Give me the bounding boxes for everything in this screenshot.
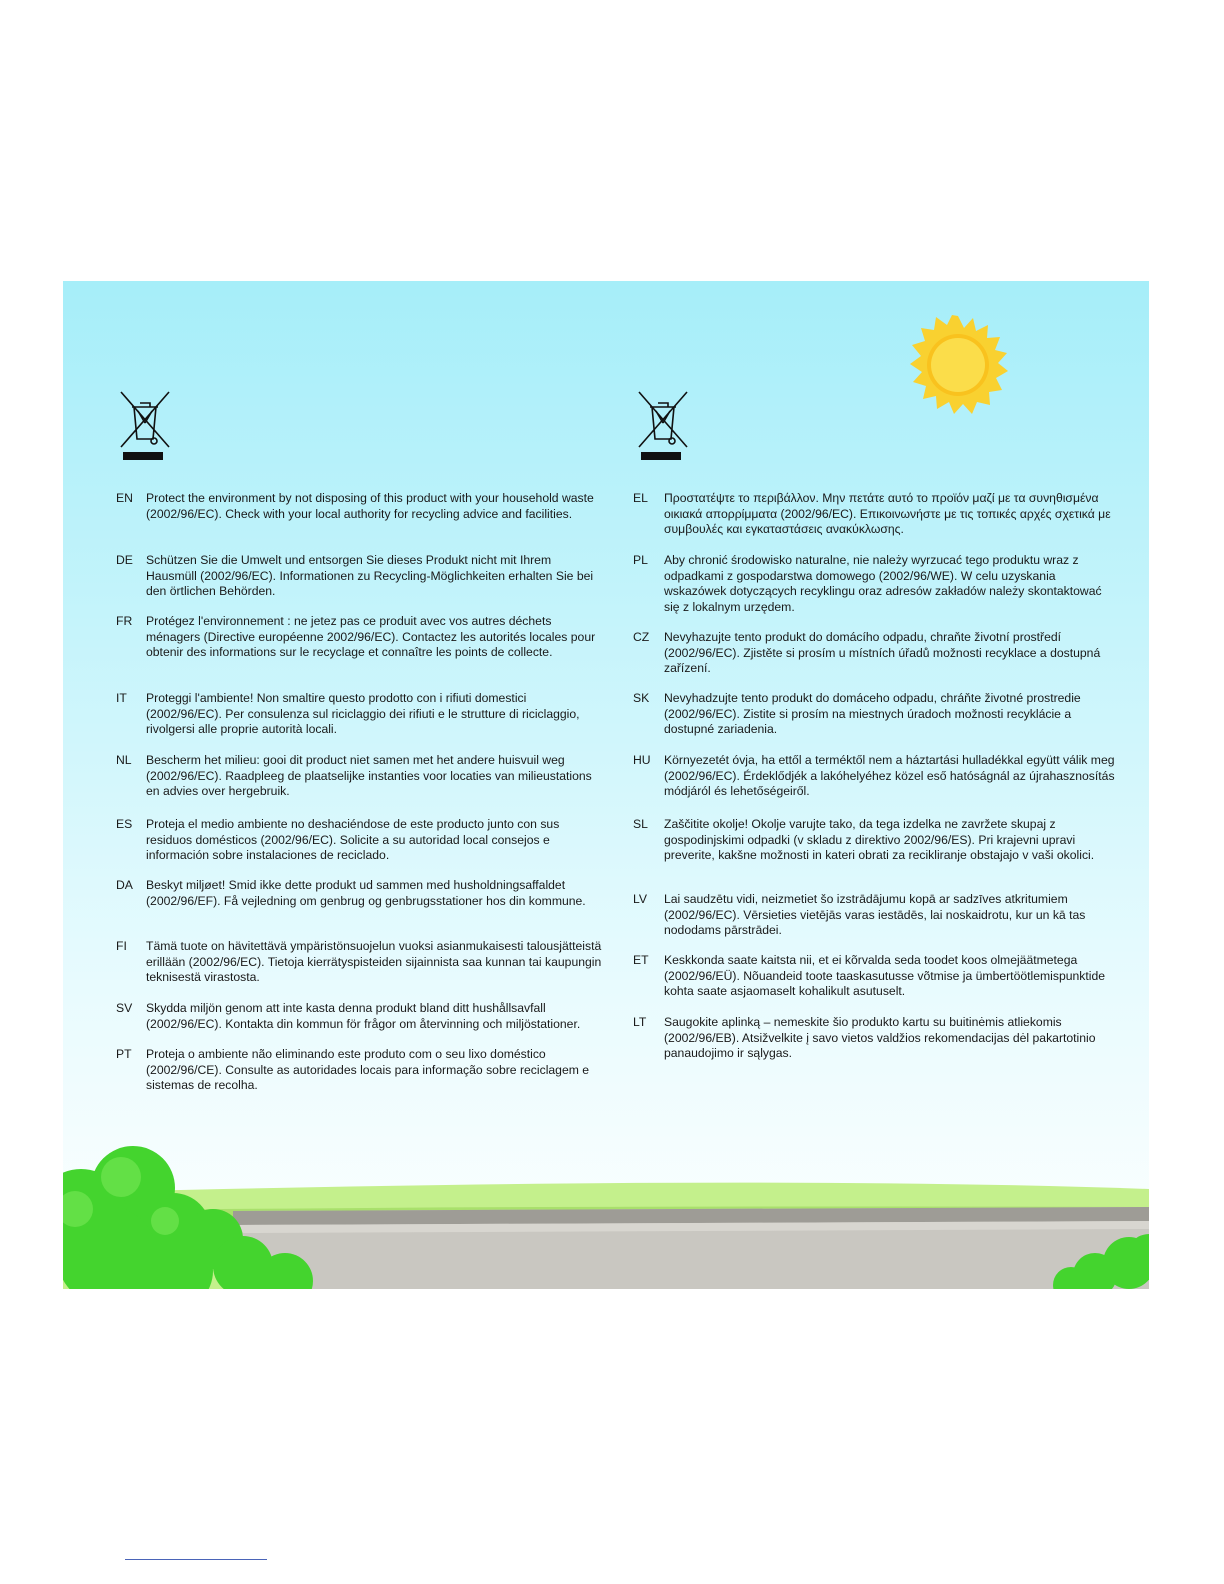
notice-entry-lv [630, 892, 1115, 939]
notice-text: Protect the environment by not disposing of this product with your household waste (2002/96/EC). Check with your local authority for recycling advice and facilities. [146, 491, 594, 521]
notice-text: Προστατέψτε το περιβάλλον. Μην πετάτε αυτό το προϊόν μαζί με τα συνηθισμένα οικιακά απορρίμματα (2002/96/EC). Επικοινωνήστε με τις τοπικές αρχές σχετικά με συμβουλές και εγκαταστάσεις ανακύκλωσης. [664, 491, 1111, 537]
notice-text: Keskkonda saate kaitsta nii, et ei kõrvalda seda toodet koos olmejäätmetega (2002/96/EÜ). Nõuandeid toote taaskasutusse võtmise ja ümbertöötlemispunktide kohta saate asjaomaselt kohalikult asutuselt. [664, 953, 1106, 999]
notice-entry-el [630, 491, 1115, 538]
notice-text: Környezetét óvja, ha ettől a terméktől nem a háztartási hulladékkal együtt válik meg (2002/96/EC). Érdeklődjék a lakóhelyéhez közel eső hatóságnál az újrahasznosítás módjáról és lehetőségeiről. [664, 753, 1115, 799]
crossed-out-wheelie-bin-icon [118, 389, 172, 465]
notice-text: Tämä tuote on hävitettävä ympäristönsuojelun vuoksi asianmukaisesti talousjätteistä erillään (2002/96/EC). Tietoja kierrätyspisteiden sijainnista saa kunnan tai kaupungin teknisestä virastosta. [146, 939, 602, 985]
notice-entry-hu [630, 753, 1115, 800]
notice-entry-pt [113, 1047, 603, 1094]
language-code: DE [116, 553, 133, 567]
notice-entry-lt [630, 1015, 1115, 1062]
footer-divider [125, 1559, 267, 1560]
language-code: DA [116, 878, 133, 892]
notice-entry-cz [630, 630, 1115, 677]
language-code: ET [633, 953, 649, 967]
language-code: HU [633, 753, 651, 767]
notice-entry-sl [630, 817, 1115, 864]
notice-text: Aby chronić środowisko naturalne, nie należy wyrzucać tego produktu wraz z odpadkami z gospodarstwa domowego (2002/96/WE). W celu uzyskania wskazówek dotyczących recyklingu oraz adresów zakładów należy skontaktować się z lokalnym urzędem. [664, 553, 1102, 614]
notice-entry-en [113, 491, 603, 522]
notice-text: Bescherm het milieu: gooi dit product niet samen met het andere huisvuil weg (2002/96/EC). Raadpleeg de plaatselijke instanties voor locaties van milieustations en advies over hergebruik. [146, 753, 592, 799]
language-code: NL [116, 753, 132, 767]
notice-text: Nevyhadzujte tento produkt do domáceho odpadu, chráňte životné prostredie (2002/96/EC). Zistite si prosím na miestnych úradoch možnosti recyklácie a dostupné zariadenia. [664, 691, 1081, 737]
notice-text: Proteja el medio ambiente no deshaciéndose de este producto junto con sus residuos domésticos (2002/96/EC). Solicite a su autoridad local consejos e información sobre instalaciones de reciclado. [146, 817, 560, 863]
notice-entry-et [630, 953, 1115, 1000]
language-code: LV [633, 892, 648, 906]
notice-entry-da [113, 878, 603, 909]
notice-text: Skydda miljön genom att inte kasta denna produkt bland ditt hushållsavfall (2002/96/EC). Kontakta din kommun för frågor om återvinning och miljöstationer. [146, 1001, 581, 1031]
language-code: EN [116, 491, 133, 505]
notice-text: Proteja o ambiente não eliminando este produto com o seu lixo doméstico (2002/96/CE). Consulte as autoridades locais para informação sobre reciclagem e sistemas de recolha. [146, 1047, 590, 1093]
notice-entry-pl [630, 553, 1115, 615]
notice-entry-es [113, 817, 603, 864]
notice-entry-sk [630, 691, 1115, 738]
notice-text: Saugokite aplinką – nemeskite šio produkto kartu su buitinėmis atliekomis (2002/96/EB). Atsižvelkite į savo vietos valdžios rekomendacijas dėl pakartotinio panaudojimo ir sąlygas. [664, 1015, 1096, 1061]
notice-entry-it [113, 691, 603, 738]
language-code: FI [116, 939, 127, 953]
language-code: PT [116, 1047, 132, 1061]
sun-icon [910, 315, 1008, 414]
notice-entry-sv [113, 1001, 603, 1032]
notice-text: Zaščitite okolje! Okolje varujte tako, da tega izdelka ne zavržete skupaj z gospodinjskimi odpadki (v skladu z direktivo 2002/96/ES). Pri krajevni upravi preverite, kakšne možnosti in kateri obrati za recikliranje obstajajo v vaši okolici. [664, 817, 1095, 863]
language-code: FR [116, 614, 133, 628]
language-code: IT [116, 691, 127, 705]
language-code: LT [633, 1015, 647, 1029]
crossed-out-wheelie-bin-icon [636, 389, 690, 465]
notice-text: Beskyt miljøet! Smid ikke dette produkt ud sammen med husholdningsaffaldet (2002/96/EF). Få vejledning om genbrug og genbrugsstationer hos din kommune. [146, 878, 586, 908]
notice-entry-de [113, 553, 603, 600]
weee-notice-panel [63, 281, 1149, 1289]
notice-text: Proteggi l'ambiente! Non smaltire questo prodotto con i rifiuti domestici (2002/96/EC). Per consulenza sul riciclaggio dei rifiuti e le strutture di riciclaggio, rivolgersi alle proprie autorità locali. [146, 691, 580, 737]
notice-entry-fi [113, 939, 603, 986]
language-code: SL [633, 817, 648, 831]
notice-text: Lai saudzētu vidi, neizmetiet šo izstrādājumu kopā ar sadzīves atkritumiem (2002/96/EC). Vērsieties vietējās varas iestādēs, lai noskaidrotu, kur un kā tas nododams pārstrādei. [664, 892, 1086, 938]
language-code: SK [633, 691, 650, 705]
notice-text: Schützen Sie die Umwelt und entsorgen Sie dieses Produkt nicht mit Ihrem Hausmüll (2002/96/EC). Informationen zu Recycling-Möglichkeiten erhalten Sie bei den örtlichen Behörden. [146, 553, 594, 599]
notice-text: Protégez l'environnement : ne jetez pas ce produit avec vos autres déchets ménagers (Directive européenne 2002/96/EC). Contactez les autorités locales pour obtenir des informations sur le recyclage et connaître les points de collecte. [146, 614, 596, 660]
notice-text: Nevyhazujte tento produkt do domácího odpadu, chraňte životní prostředí (2002/96/EC). Zjistěte si prosím u místních úřadů možnosti recyklace a dostupná zařízení. [664, 630, 1101, 676]
language-code: ES [116, 817, 133, 831]
language-code: CZ [633, 630, 650, 644]
language-code: EL [633, 491, 648, 505]
language-code: PL [633, 553, 648, 567]
language-code: SV [116, 1001, 133, 1015]
notice-entry-nl [113, 753, 603, 800]
notice-entry-fr [113, 614, 603, 661]
